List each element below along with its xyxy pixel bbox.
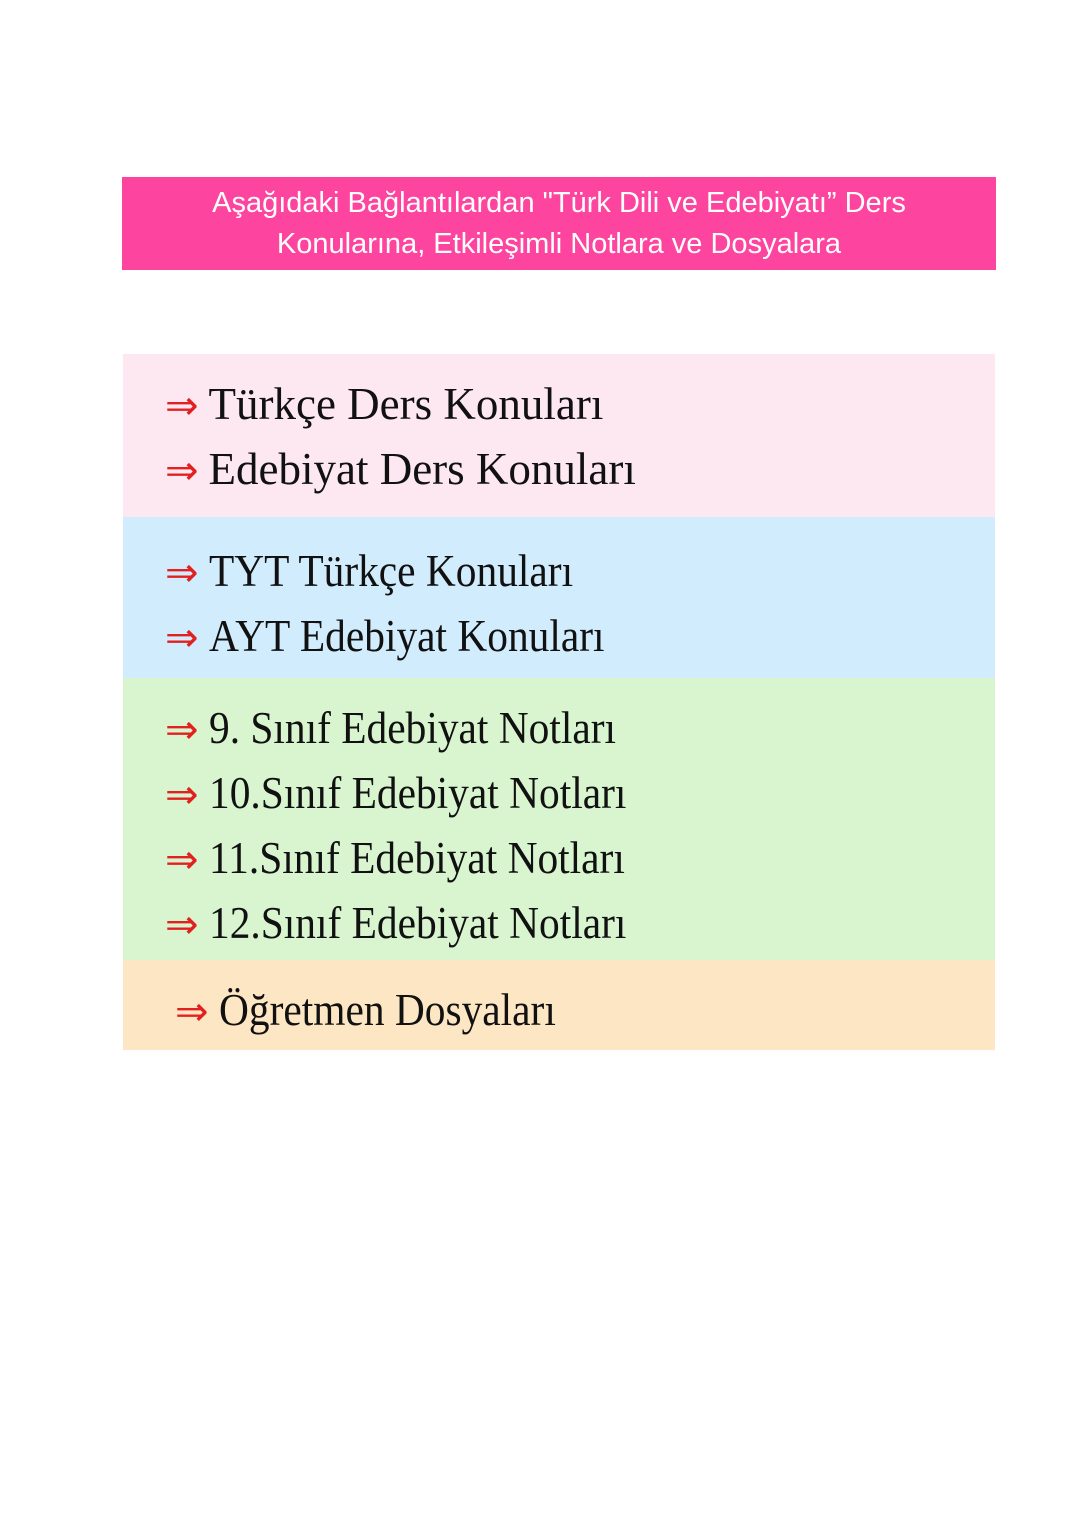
section-grade-notes xyxy=(123,678,995,960)
link-label: 9. Sınıf Edebiyat Notları xyxy=(208,703,616,753)
link-12-sinif-notlari[interactable] xyxy=(165,897,662,949)
link-label: Türkçe Ders Konuları xyxy=(208,379,604,429)
link-10-sinif-notlari[interactable] xyxy=(165,767,662,819)
link-tyt-turkce-konulari[interactable] xyxy=(165,545,604,597)
arrow-right-icon: ⇒ xyxy=(165,383,199,429)
link-label: AYT Edebiyat Konuları xyxy=(208,611,605,661)
link-ogretmen-dosyalari[interactable] xyxy=(175,984,585,1036)
arrow-right-icon: ⇒ xyxy=(165,707,199,753)
link-turkce-ders-konulari[interactable] xyxy=(165,378,603,430)
link-9-sinif-notlari[interactable] xyxy=(165,702,651,754)
link-ayt-edebiyat-konulari[interactable] xyxy=(165,610,638,662)
link-label: Öğretmen Dosyaları xyxy=(218,985,556,1035)
section-exam-topics xyxy=(123,517,995,678)
link-label: 11.Sınıf Edebiyat Notları xyxy=(208,833,625,883)
banner-line-2: Konularına, Etkileşimli Notlara ve Dosyalara xyxy=(276,228,842,260)
arrow-right-icon: ⇒ xyxy=(175,989,209,1035)
link-label: Edebiyat Ders Konuları xyxy=(208,444,636,494)
arrow-right-icon: ⇒ xyxy=(165,448,199,494)
banner-line-1: Aşağıdaki Bağlantılardan "Türk Dili ve Edebiyatı” Ders xyxy=(212,187,906,219)
arrow-right-icon: ⇒ xyxy=(165,550,199,596)
arrow-right-icon: ⇒ xyxy=(165,902,199,948)
link-label: TYT Türkçe Konuları xyxy=(208,546,573,596)
link-label: 10.Sınıf Edebiyat Notları xyxy=(208,768,626,818)
arrow-right-icon: ⇒ xyxy=(165,615,199,661)
arrow-right-icon: ⇒ xyxy=(165,772,199,818)
link-label: 12.Sınıf Edebiyat Notları xyxy=(208,898,626,948)
arrow-right-icon: ⇒ xyxy=(165,837,199,883)
header-banner xyxy=(122,177,996,270)
link-edebiyat-ders-konulari[interactable] xyxy=(165,443,636,495)
link-11-sinif-notlari[interactable] xyxy=(165,832,661,884)
section-course-topics xyxy=(123,354,995,517)
section-teacher-files xyxy=(123,960,995,1050)
